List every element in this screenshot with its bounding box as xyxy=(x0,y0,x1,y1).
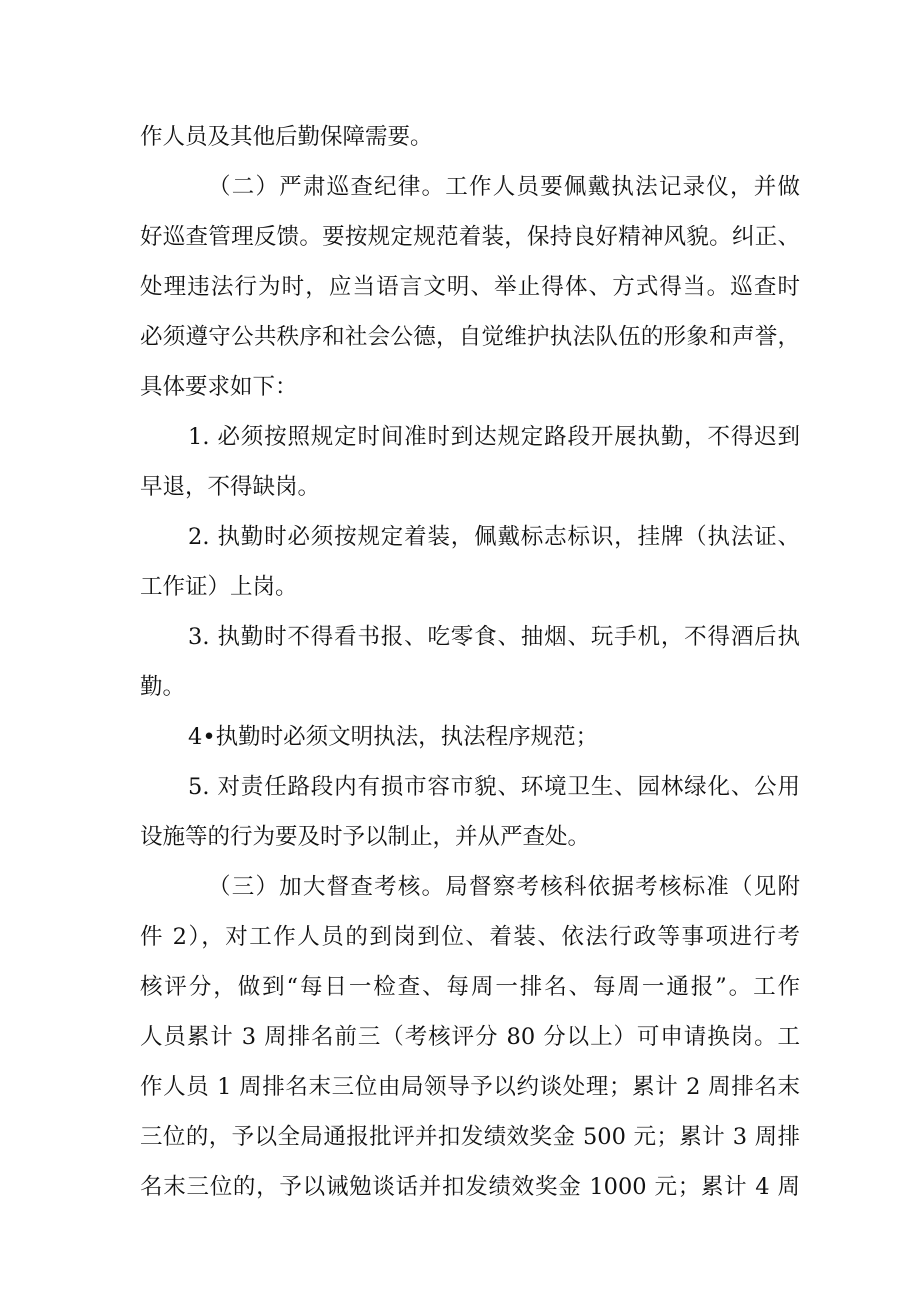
paragraph-line: 三位的，予以全局通报批评并扣发绩效奖金 500 元；累计 3 周排 xyxy=(140,1124,800,1150)
paragraph-line: 好巡查管理反馈。要按规定规范着装，保持良好精神风貌。纠正、 xyxy=(140,224,800,250)
list-item-line: 5. 对责任路段内有损市容市貌、环境卫生、园林绿化、公用 xyxy=(188,774,800,800)
paragraph-line: 处理违法行为时，应当语言文明、举止得体、方式得当。巡查时 xyxy=(140,274,800,300)
paragraph-line: 必须遵守公共秩序和社会公德，自觉维护执法队伍的形象和声誉， xyxy=(140,324,800,350)
paragraph-line: 件 2），对工作人员的到岗到位、着装、依法行政等事项进行考 xyxy=(140,924,800,950)
section-heading-line: （二）严肃巡查纪律。工作人员要佩戴执法记录仪，并做 xyxy=(208,174,800,200)
list-item-line: 设施等的行为要及时予以制止，并从严查处。 xyxy=(140,824,591,850)
list-item-line: 工作证）上岗。 xyxy=(140,574,298,600)
paragraph-line: 具体要求如下： xyxy=(140,374,298,400)
paragraph-line: 作人员及其他后勤保障需要。 xyxy=(140,124,433,150)
list-item-line: 4•执勤时必须文明执法，执法程序规范； xyxy=(188,724,599,750)
paragraph-line: 人员累计 3 周排名前三（考核评分 80 分以上）可申请换岗。工 xyxy=(140,1024,800,1050)
section-heading-line: （三）加大督查考核。局督察考核科依据考核标准（见附 xyxy=(208,874,800,900)
list-item-line: 2. 执勤时必须按规定着装，佩戴标志标识，挂牌（执法证、 xyxy=(188,524,800,550)
paragraph-line: 核评分，做到“每日一检查、每周一排名、每周一通报”。工作 xyxy=(140,974,800,1000)
list-item-line: 早退，不得缺岗。 xyxy=(140,474,321,500)
paragraph-line: 作人员 1 周排名末三位由局领导予以约谈处理；累计 2 周排名末 xyxy=(140,1074,800,1100)
list-item-line: 勤。 xyxy=(140,674,186,700)
paragraph-line: 名末三位的，予以诫勉谈话并扣发绩效奖金 1000 元；累计 4 周 xyxy=(140,1174,800,1200)
list-item-line: 1. 必须按照规定时间准时到达规定路段开展执勤，不得迟到 xyxy=(188,424,800,450)
list-item-line: 3. 执勤时不得看书报、吃零食、抽烟、玩手机，不得酒后执 xyxy=(188,624,800,650)
